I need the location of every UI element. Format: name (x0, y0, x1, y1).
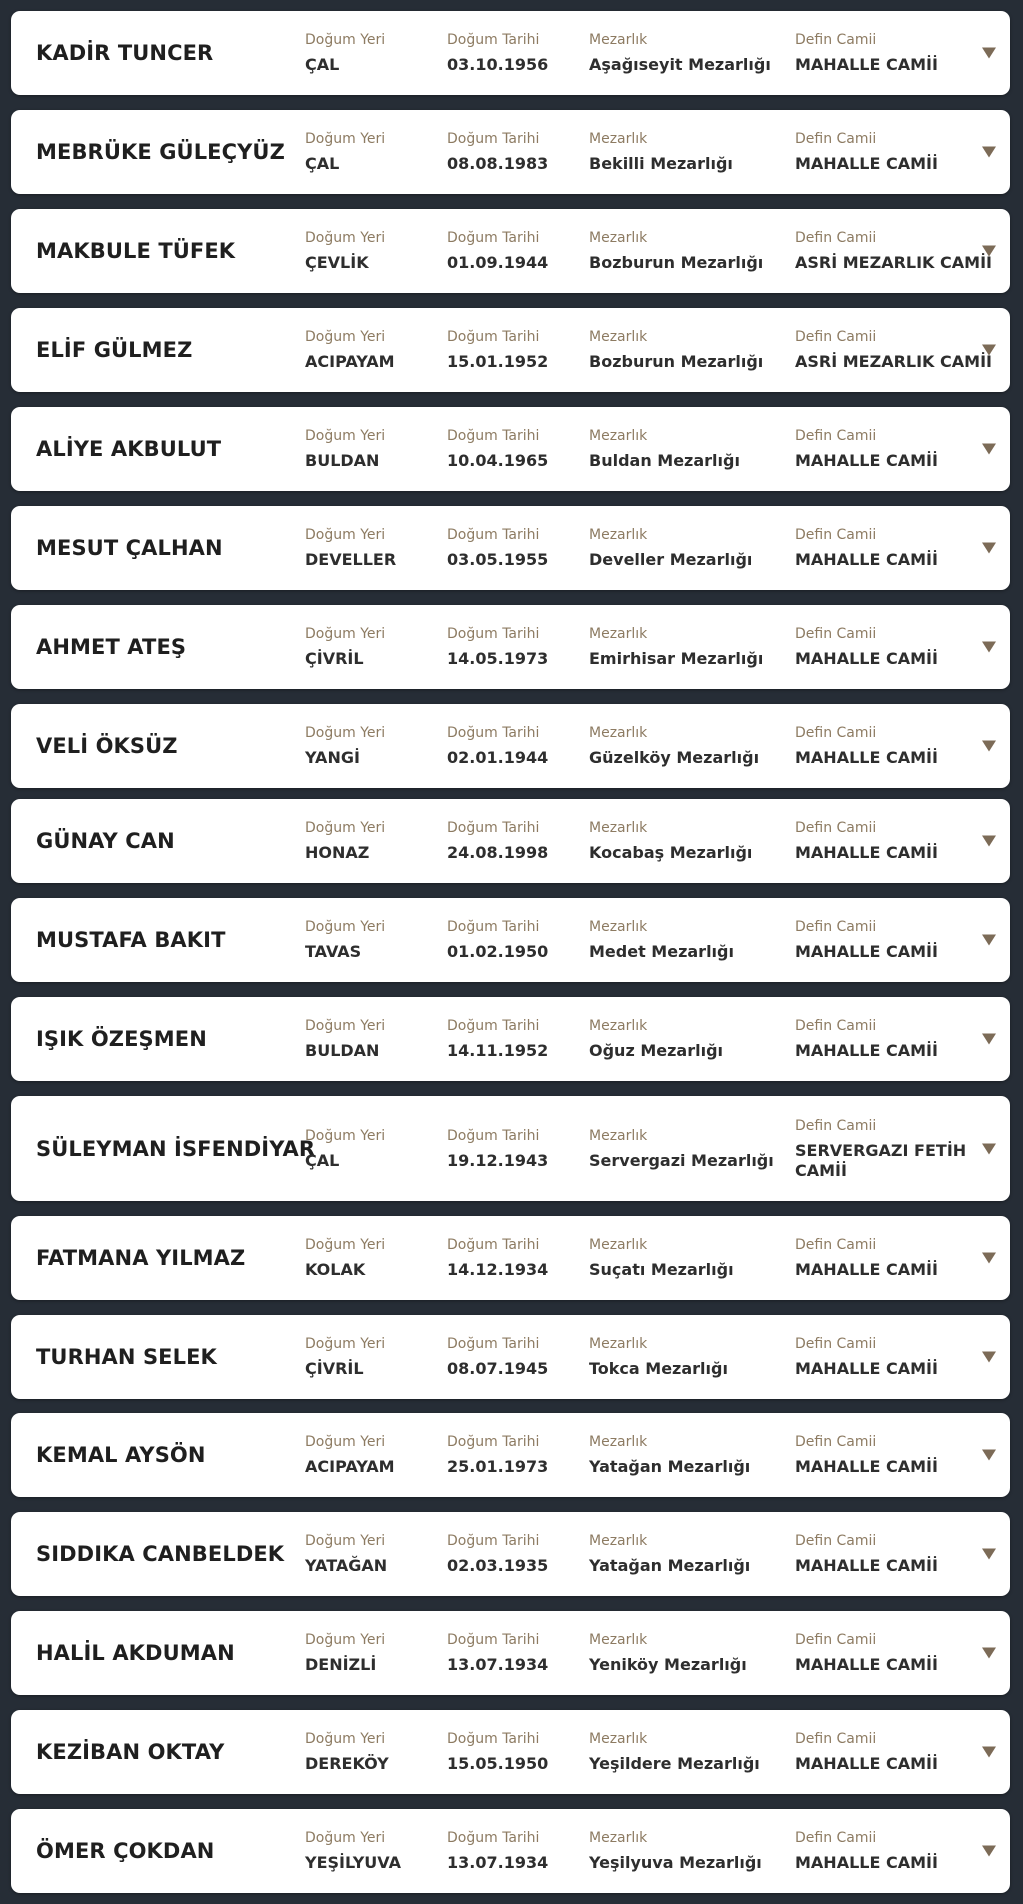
record-card[interactable] (11, 506, 1010, 590)
chevron-down-icon[interactable] (982, 836, 996, 847)
birth-place (305, 1127, 385, 1171)
birth-date-label: Doğum Tarihi (447, 1127, 540, 1144)
cemetery-label: Mezarlık (589, 1237, 648, 1253)
deceased-name: SÜLEYMAN İSFENDİYAR (36, 1136, 316, 1161)
birth-place-label: Doğum Yeri (305, 1434, 386, 1450)
cemetery-value: Yeşilyuva Mezarlığı (589, 1853, 762, 1872)
chevron-down-icon[interactable] (982, 1450, 996, 1461)
birth-place-value: DEREKÖY (305, 1754, 389, 1773)
birth-date-value: 08.07.1945 (447, 1359, 549, 1378)
birth-place-label: Doğum Yeri (305, 527, 386, 543)
birth-place-value: ÇİVRİL (305, 1359, 364, 1378)
burial-mosque-label: Defin Camii (795, 919, 877, 935)
record-card[interactable] (11, 704, 1010, 788)
record-card[interactable] (11, 209, 1010, 293)
cemetery-label: Mezarlık (589, 1018, 648, 1034)
birth-date (447, 1730, 548, 1774)
birth-date (447, 819, 548, 863)
burial-mosque (795, 1631, 938, 1675)
cemetery-label: Mezarlık (589, 1533, 648, 1549)
birth-date-value: 15.05.1950 (447, 1754, 549, 1773)
deceased-name: KEZİBAN OKTAY (36, 1740, 225, 1764)
birth-place-value: ÇİVRİL (305, 649, 364, 668)
cemetery-value: Yeşildere Mezarlığı (589, 1754, 760, 1773)
burial-mosque-value: SERVERGAZI FETİH CAMİİ (795, 1140, 967, 1180)
birth-place-value: DEVELLER (305, 550, 397, 569)
cemetery-label: Mezarlık (589, 131, 648, 147)
birth-date (447, 1335, 548, 1379)
birth-place-label: Doğum Yeri (305, 428, 386, 444)
birth-place-value: YEŞİLYUVA (305, 1853, 401, 1872)
burial-mosque-value: MAHALLE CAMİİ (795, 843, 938, 862)
burial-mosque (795, 819, 938, 863)
burial-mosque-value: MAHALLE CAMİİ (795, 942, 938, 961)
birth-place (305, 1532, 387, 1576)
cemetery-value: Yatağan Mezarlığı (589, 1457, 751, 1476)
birth-place-value: BULDAN (305, 451, 380, 470)
burial-mosque-label: Defin Camii (795, 626, 877, 642)
deceased-name: IŞIK ÖZEŞMEN (36, 1027, 207, 1051)
burial-mosque-value: MAHALLE CAMİİ (795, 1041, 938, 1060)
burial-mosque (795, 1017, 938, 1061)
burial-mosque-label: Defin Camii (795, 1336, 877, 1352)
cemetery-label: Mezarlık (589, 1632, 648, 1648)
cemetery-label: Mezarlık (589, 1127, 648, 1144)
birth-date (447, 1631, 548, 1675)
burial-mosque (795, 1117, 970, 1181)
deceased-name: VELİ ÖKSÜZ (36, 734, 178, 758)
birth-place-value: ÇAL (305, 154, 340, 173)
burial-mosque-label: Defin Camii (795, 1018, 877, 1034)
chevron-down-icon[interactable] (982, 1352, 996, 1363)
cemetery (589, 1532, 750, 1576)
birth-date-label: Doğum Tarihi (447, 1533, 540, 1549)
birth-date-label: Doğum Tarihi (447, 329, 540, 345)
burial-mosque-value: MAHALLE CAMİİ (795, 154, 938, 173)
chevron-down-icon[interactable] (982, 1747, 996, 1758)
cemetery-value: Develler Mezarlığı (589, 550, 753, 569)
chevron-down-icon[interactable] (982, 741, 996, 752)
chevron-down-icon[interactable] (982, 444, 996, 455)
birth-place-label: Doğum Yeri (305, 1731, 386, 1747)
burial-mosque (795, 1433, 938, 1477)
burial-mosque (795, 1532, 938, 1576)
birth-date-value: 14.11.1952 (447, 1041, 549, 1060)
cemetery (589, 526, 752, 570)
deceased-name: GÜNAY CAN (36, 829, 175, 853)
cemetery-value: Emirhisar Mezarlığı (589, 649, 764, 668)
burial-mosque-value: MAHALLE CAMİİ (795, 1457, 938, 1476)
burial-mosque-label: Defin Camii (795, 1237, 877, 1253)
birth-place (305, 1236, 385, 1280)
birth-place (305, 724, 385, 768)
birth-place-value: ACIPAYAM (305, 1457, 395, 1476)
birth-date-label: Doğum Tarihi (447, 1336, 540, 1352)
birth-place (305, 31, 385, 75)
birth-date-value: 14.12.1934 (447, 1260, 549, 1279)
birth-date-value: 19.12.1943 (447, 1150, 549, 1170)
cemetery-value: Tokca Mezarlığı (589, 1359, 728, 1378)
birth-place (305, 819, 385, 863)
chevron-down-icon[interactable] (982, 543, 996, 554)
cemetery (589, 1829, 762, 1873)
cemetery-value: Kocabaş Mezarlığı (589, 843, 753, 862)
burial-mosque (795, 1829, 938, 1873)
birth-date-value: 25.01.1973 (447, 1457, 549, 1476)
burial-mosque-value: ASRİ MEZARLIK CAMİİ (795, 352, 992, 371)
burial-mosque-value: MAHALLE CAMİİ (795, 1260, 938, 1279)
birth-place-label: Doğum Yeri (305, 1018, 386, 1034)
birth-place (305, 526, 396, 570)
record-card[interactable] (11, 799, 1010, 883)
record-card[interactable] (11, 1096, 1010, 1201)
burial-mosque-value: MAHALLE CAMİİ (795, 1359, 938, 1378)
burial-mosque-label: Defin Camii (795, 527, 877, 543)
birth-date-label: Doğum Tarihi (447, 527, 540, 543)
burial-mosque (795, 328, 992, 372)
burial-mosque-label: Defin Camii (795, 1830, 877, 1846)
birth-place-label: Doğum Yeri (305, 919, 386, 935)
birth-place-label: Doğum Yeri (305, 329, 386, 345)
burial-mosque (795, 229, 992, 273)
cemetery-label: Mezarlık (589, 919, 648, 935)
birth-date-value: 01.09.1944 (447, 253, 549, 272)
record-card[interactable] (11, 110, 1010, 194)
burial-mosque (795, 724, 938, 768)
birth-place-value: ÇAL (305, 55, 340, 74)
deceased-name: ELİF GÜLMEZ (36, 338, 193, 362)
birth-date (447, 130, 548, 174)
record-card[interactable] (11, 1611, 1010, 1695)
chevron-down-icon[interactable] (982, 1034, 996, 1045)
cemetery (589, 1730, 760, 1774)
cemetery-value: Yatağan Mezarlığı (589, 1556, 751, 1575)
birth-date-label: Doğum Tarihi (447, 1830, 540, 1846)
birth-place-value: ACIPAYAM (305, 352, 395, 371)
birth-date-value: 13.07.1934 (447, 1853, 549, 1872)
birth-date (447, 328, 548, 372)
cemetery (589, 328, 763, 372)
birth-place-value: ÇEVLİK (305, 253, 369, 272)
burial-mosque (795, 1236, 938, 1280)
burial-mosque (795, 427, 938, 471)
burial-mosque-value: MAHALLE CAMİİ (795, 550, 938, 569)
cemetery-label: Mezarlık (589, 1830, 648, 1846)
cemetery-label: Mezarlık (589, 230, 648, 246)
birth-place (305, 229, 385, 273)
cemetery-value: Suçatı Mezarlığı (589, 1260, 734, 1279)
cemetery-label: Mezarlık (589, 1434, 648, 1450)
cemetery (589, 1433, 750, 1477)
birth-date (447, 1017, 548, 1061)
cemetery (589, 130, 733, 174)
birth-place-label: Doğum Yeri (305, 820, 386, 836)
birth-place-label: Doğum Yeri (305, 1127, 386, 1144)
chevron-down-icon[interactable] (982, 1648, 996, 1659)
cemetery (589, 427, 740, 471)
burial-mosque-label: Defin Camii (795, 725, 877, 741)
cemetery (589, 1236, 734, 1280)
burial-mosque-label: Defin Camii (795, 1731, 877, 1747)
cemetery-value: Bekilli Mezarlığı (589, 154, 733, 173)
birth-date-value: 03.05.1955 (447, 550, 549, 569)
cemetery-value: Aşağıseyit Mezarlığı (589, 55, 771, 74)
birth-place (305, 625, 385, 669)
record-card[interactable] (11, 605, 1010, 689)
deceased-name: ALİYE AKBULUT (36, 437, 222, 461)
deceased-name: MESUT ÇALHAN (36, 536, 223, 560)
burial-mosque (795, 918, 938, 962)
birth-place-value: TAVAS (305, 942, 362, 961)
record-card[interactable] (11, 997, 1010, 1081)
chevron-down-icon[interactable] (982, 1846, 996, 1857)
birth-date (447, 31, 548, 75)
record-card[interactable] (11, 11, 1010, 95)
birth-place-value: KOLAK (305, 1260, 366, 1279)
burial-mosque-value: MAHALLE CAMİİ (795, 55, 938, 74)
burial-mosque-label: Defin Camii (795, 1632, 877, 1648)
burial-mosque (795, 625, 938, 669)
birth-date (447, 1236, 548, 1280)
birth-date (447, 427, 548, 471)
birth-date-label: Doğum Tarihi (447, 131, 540, 147)
cemetery (589, 31, 771, 75)
birth-date-label: Doğum Tarihi (447, 32, 540, 48)
record-card[interactable] (11, 1315, 1010, 1399)
birth-date-label: Doğum Tarihi (447, 428, 540, 444)
cemetery-value: Buldan Mezarlığı (589, 451, 740, 470)
deceased-name: MUSTAFA BAKIT (36, 928, 226, 952)
birth-date-value: 24.08.1998 (447, 843, 549, 862)
burial-mosque-label: Defin Camii (795, 428, 877, 444)
burial-mosque-value: MAHALLE CAMİİ (795, 649, 938, 668)
chevron-down-icon[interactable] (982, 48, 996, 59)
burial-mosque-value: MAHALLE CAMİİ (795, 1754, 938, 1773)
birth-date-label: Doğum Tarihi (447, 626, 540, 642)
burial-mosque-label: Defin Camii (795, 131, 877, 147)
burial-mosque-label: Defin Camii (795, 32, 877, 48)
deceased-name: KADİR TUNCER (36, 41, 214, 65)
deceased-name: KEMAL AYSÖN (36, 1443, 206, 1467)
deceased-name: TURHAN SELEK (36, 1345, 217, 1369)
cemetery-label: Mezarlık (589, 1336, 648, 1352)
birth-date-label: Doğum Tarihi (447, 1434, 540, 1450)
cemetery-label: Mezarlık (589, 626, 648, 642)
birth-date-label: Doğum Tarihi (447, 1237, 540, 1253)
burial-mosque-label: Defin Camii (795, 230, 877, 246)
birth-place (305, 427, 385, 471)
deceased-name: FATMANA YILMAZ (36, 1246, 246, 1270)
birth-date-value: 02.01.1944 (447, 748, 549, 767)
birth-date (447, 1127, 548, 1171)
birth-place (305, 1335, 385, 1379)
cemetery (589, 819, 752, 863)
birth-place-label: Doğum Yeri (305, 1237, 386, 1253)
burial-mosque-value: MAHALLE CAMİİ (795, 1853, 938, 1872)
birth-date-label: Doğum Tarihi (447, 725, 540, 741)
deceased-name: MAKBULE TÜFEK (36, 239, 236, 263)
record-card[interactable] (11, 898, 1010, 982)
record-card[interactable] (11, 1710, 1010, 1794)
record-card[interactable] (11, 308, 1010, 392)
chevron-down-icon[interactable] (982, 935, 996, 946)
burial-mosque (795, 1730, 938, 1774)
chevron-down-icon[interactable] (982, 1549, 996, 1560)
birth-place-value: DENİZLİ (305, 1655, 377, 1674)
birth-date-value: 02.03.1935 (447, 1556, 549, 1575)
birth-place-value: YATAĞAN (305, 1556, 388, 1575)
birth-place-value: HONAZ (305, 843, 370, 862)
deceased-name: MEBRÜKE GÜLEÇYÜZ (36, 140, 285, 164)
birth-place (305, 328, 395, 372)
cemetery (589, 1631, 747, 1675)
birth-date-value: 15.01.1952 (447, 352, 549, 371)
deceased-name: HALİL AKDUMAN (36, 1641, 235, 1665)
record-card[interactable] (11, 1809, 1010, 1893)
birth-place (305, 1017, 385, 1061)
burial-mosque-value: ASRİ MEZARLIK CAMİİ (795, 253, 992, 272)
birth-place-label: Doğum Yeri (305, 1336, 386, 1352)
record-card[interactable] (11, 1216, 1010, 1300)
birth-date (447, 1829, 548, 1873)
birth-date-value: 13.07.1934 (447, 1655, 549, 1674)
birth-place-label: Doğum Yeri (305, 725, 386, 741)
burial-mosque-value: MAHALLE CAMİİ (795, 1655, 938, 1674)
burial-mosque (795, 526, 938, 570)
deceased-name: SIDDIKA CANBELDEK (36, 1542, 285, 1566)
cemetery-label: Mezarlık (589, 428, 648, 444)
birth-date (447, 229, 548, 273)
chevron-down-icon[interactable] (982, 1253, 996, 1264)
burial-mosque-label: Defin Camii (795, 1434, 877, 1450)
birth-place-label: Doğum Yeri (305, 131, 386, 147)
cemetery-value: Bozburun Mezarlığı (589, 253, 764, 272)
cemetery (589, 724, 759, 768)
birth-place (305, 1631, 385, 1675)
birth-place (305, 1730, 389, 1774)
birth-date-value: 03.10.1956 (447, 55, 549, 74)
chevron-down-icon[interactable] (982, 642, 996, 653)
birth-place-label: Doğum Yeri (305, 230, 386, 246)
burial-mosque (795, 1335, 938, 1379)
birth-date (447, 1532, 548, 1576)
record-card[interactable] (11, 1512, 1010, 1596)
chevron-down-icon[interactable] (982, 345, 996, 356)
birth-date-value: 01.02.1950 (447, 942, 549, 961)
birth-date (447, 724, 548, 768)
cemetery (589, 1017, 723, 1061)
cemetery-label: Mezarlık (589, 329, 648, 345)
burial-mosque-value: MAHALLE CAMİİ (795, 748, 938, 767)
birth-place-value: YANGİ (305, 748, 360, 767)
chevron-down-icon[interactable] (982, 1143, 996, 1154)
birth-date-label: Doğum Tarihi (447, 820, 540, 836)
birth-date-value: 10.04.1965 (447, 451, 549, 470)
birth-date (447, 1433, 548, 1477)
cemetery (589, 1127, 774, 1171)
cemetery (589, 625, 763, 669)
burial-mosque (795, 130, 938, 174)
cemetery-value: Yeniköy Mezarlığı (589, 1655, 747, 1674)
burial-mosque-label: Defin Camii (795, 329, 877, 345)
birth-place-label: Doğum Yeri (305, 1632, 386, 1648)
cemetery-value: Medet Mezarlığı (589, 942, 734, 961)
birth-place-label: Doğum Yeri (305, 1830, 386, 1846)
birth-date-label: Doğum Tarihi (447, 1731, 540, 1747)
cemetery-value: Bozburun Mezarlığı (589, 352, 764, 371)
cemetery-label: Mezarlık (589, 820, 648, 836)
cemetery-label: Mezarlık (589, 725, 648, 741)
cemetery (589, 1335, 728, 1379)
deceased-name: AHMET ATEŞ (36, 635, 187, 659)
birth-date-label: Doğum Tarihi (447, 230, 540, 246)
birth-date-label: Doğum Tarihi (447, 1018, 540, 1034)
cemetery-label: Mezarlık (589, 527, 648, 543)
cemetery-label: Mezarlık (589, 32, 648, 48)
cemetery-label: Mezarlık (589, 1731, 648, 1747)
birth-date (447, 625, 548, 669)
cemetery (589, 918, 734, 962)
burial-mosque-value: MAHALLE CAMİİ (795, 1556, 938, 1575)
birth-date-value: 08.08.1983 (447, 154, 549, 173)
cemetery-value: Servergazi Mezarlığı (589, 1150, 774, 1170)
chevron-down-icon[interactable] (982, 147, 996, 158)
birth-place-label: Doğum Yeri (305, 32, 386, 48)
birth-date-label: Doğum Tarihi (447, 919, 540, 935)
chevron-down-icon[interactable] (982, 246, 996, 257)
birth-place-value: ÇAL (305, 1150, 340, 1170)
birth-place-label: Doğum Yeri (305, 626, 386, 642)
burial-mosque (795, 31, 938, 75)
cemetery-value: Oğuz Mezarlığı (589, 1041, 724, 1060)
birth-date (447, 526, 548, 570)
cemetery (589, 229, 763, 273)
burial-mosque-label: Defin Camii (795, 820, 877, 836)
cemetery-value: Güzelköy Mezarlığı (589, 748, 760, 767)
birth-place (305, 1829, 401, 1873)
birth-place-value: BULDAN (305, 1041, 380, 1060)
burial-mosque-label: Defin Camii (795, 1533, 877, 1549)
birth-place-label: Doğum Yeri (305, 1533, 386, 1549)
birth-date-label: Doğum Tarihi (447, 1632, 540, 1648)
birth-place (305, 918, 385, 962)
birth-date-value: 14.05.1973 (447, 649, 549, 668)
burial-mosque-label: Defin Camii (795, 1117, 877, 1134)
record-card[interactable] (11, 407, 1010, 491)
birth-place (305, 130, 385, 174)
record-card[interactable] (11, 1413, 1010, 1497)
burial-mosque-value: MAHALLE CAMİİ (795, 451, 938, 470)
birth-date (447, 918, 548, 962)
deceased-name: ÖMER ÇOKDAN (36, 1839, 215, 1863)
birth-place (305, 1433, 395, 1477)
